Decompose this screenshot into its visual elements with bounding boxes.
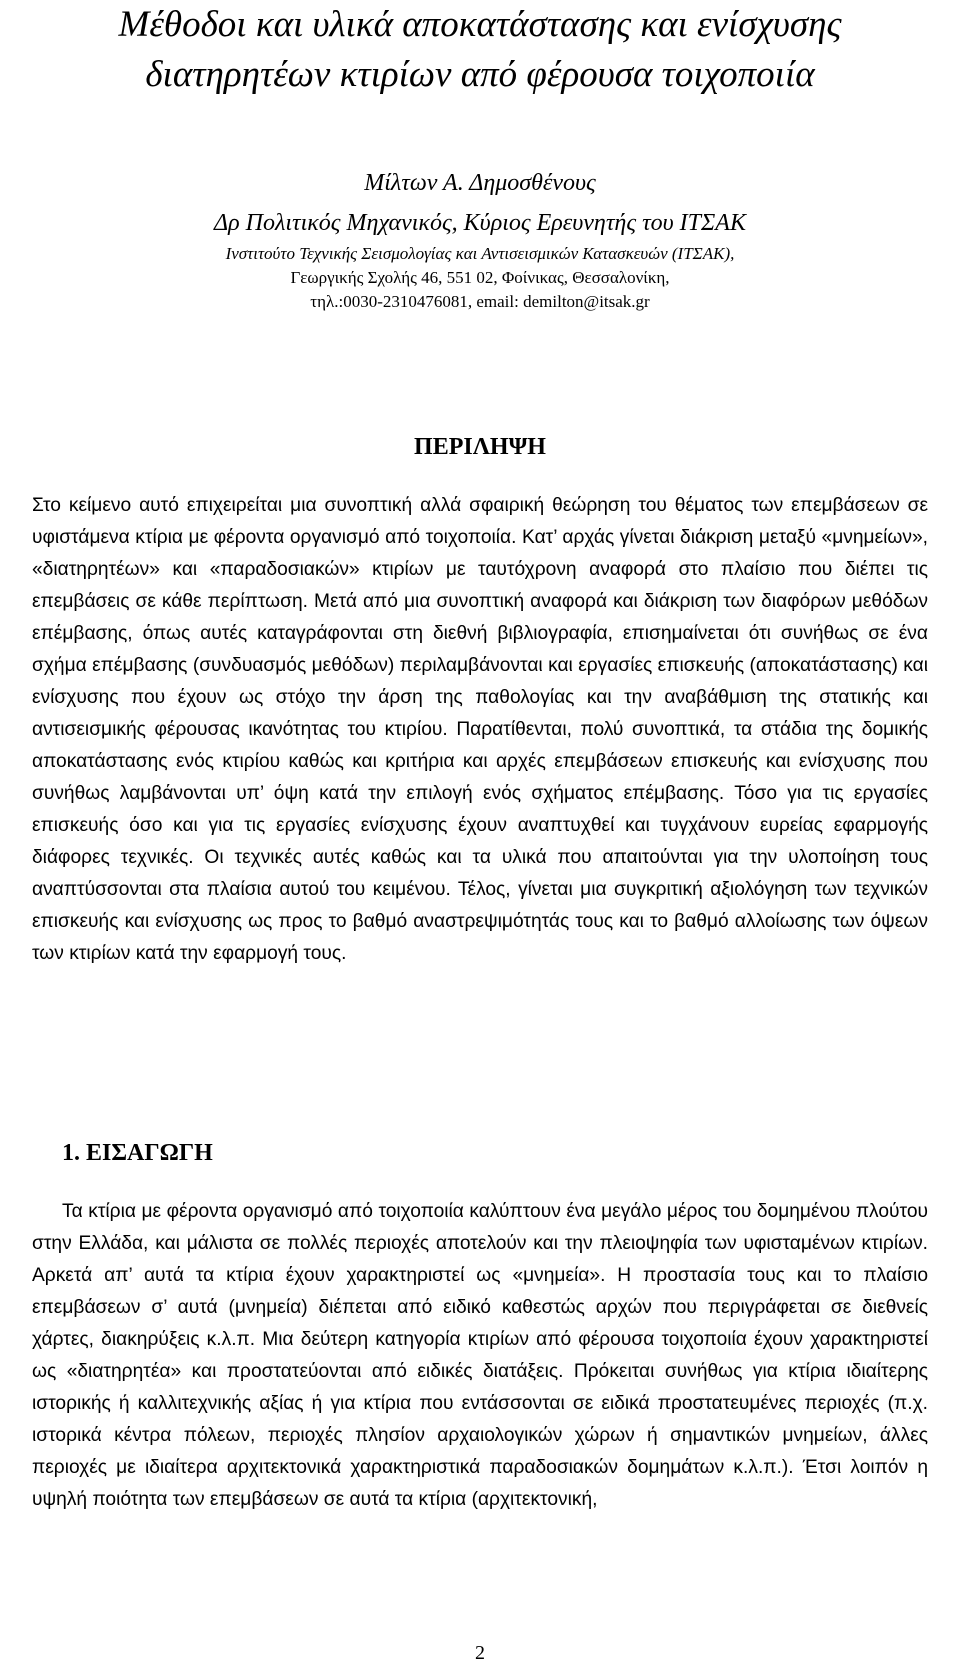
introduction-heading: 1. ΕΙΣΑΓΩΓΗ bbox=[62, 1140, 213, 1166]
author-institute: Ινστιτούτο Τεχνικής Σεισμολογίας και Αντισεισμικών Κατασκευών (ΙΤΣΑΚ), bbox=[225, 244, 735, 263]
paper-title bbox=[32, 0, 928, 100]
author-contact: τηλ.:0030-2310476081, email: demilton@itsak.gr bbox=[310, 292, 650, 311]
page-number: 2 bbox=[475, 1642, 485, 1664]
abstract-text: Στο κείμενο αυτό επιχειρείται μια συνοπτική αλλά σφαιρική θεώρηση του θέματος των επεμβάσεων σε υφιστάμενα κτίρια με φέροντα οργανισμό από τοιχοποιία. Κατ’ αρχάς γίνεται διάκριση μεταξύ «μνημείων», «διατηρητέων» και «παραδοσιακών» κτιρίων με ταυτόχρονη αναφορά στο πλαίσιο που διέπει τις επεμβάσεις σε κάθε περίπτωση. Μετά από μια συνοπτική αναφορά και διάκριση των διαφόρων μεθόδων επέμβασης, όπως αυτές καταγράφονται στη διεθνή βιβλιογραφία, επισημαίνεται ότι συνήθως σε ένα σχήμα επέμβασης (συνδυασμός μεθόδων) περιλαμβάνονται και εργασίες επισκευής (αποκατάστασης) και ενίσχυσης που έχουν ως στόχο την άρση της παθολογίας και την αναβάθμιση της στατικής και αντισεισμικής φέρουσας ικανότητας του κτιρίου. Παρατίθενται, πολύ συνοπτικά, τα στάδια της δομικής αποκατάστασης ενός κτιρίου καθώς και κριτήρια και αρχές επεμβάσεων επισκευής και ενίσχυσης που συνήθως λαμβάνονται υπ’ όψη κατά την επιλογή ενός σχήματος επέμβασης. Τόσο για τις εργασίες επισκευής όσο και για τις εργασίες ενίσχυσης έχουν αναπτυχθεί και τυγχάνουν ευρείας εφαρμογής διάφορες τεχνικές. Οι τεχνικές αυτές καθώς και τα υλικά που απαιτούνται για την υλοποίηση τους αναπτύσσονται στα πλαίσια αυτού του κειμένου. Τέλος, γίνεται μια συγκριτική αξιολόγηση των τεχνικών επισκευής και ενίσχυσης ως προς το βαθμό αναστρεψιμότητάς τους και το βαθμό αλλοίωσης των όψεων των κτιρίων κατά την εφαρμογή τους. bbox=[32, 495, 928, 964]
abstract-heading: ΠΕΡΙΛΗΨΗ bbox=[414, 434, 546, 460]
author-address: Γεωργικής Σχολής 46, 551 02, Φοίνικας, Θεσσαλονίκη, bbox=[290, 268, 670, 287]
title-line-1: Μέθοδοι και υλικά αποκατάστασης και ενίσχυσης bbox=[118, 4, 842, 45]
title-line-2: διατηρητέων κτιρίων από φέρουσα τοιχοποιία bbox=[145, 54, 815, 95]
document-page bbox=[32, 0, 928, 1672]
author-name: Μίλτων Α. Δημοσθένους bbox=[364, 170, 596, 196]
author-block bbox=[32, 166, 928, 314]
author-role: Δρ Πολιτικός Μηχανικός, Κύριος Ερευνητής του ΙΤΣΑΚ bbox=[214, 210, 746, 236]
introduction-text: Τα κτίρια με φέροντα οργανισμό από τοιχοποιία καλύπτουν ένα μεγάλο μέρος του δομημένου πλούτου στην Ελλάδα, και μάλιστα σε πολλές περιοχές αποτελούν και την πλειοψηφία των υφισταμένων κτιρίων. Αρκετά απ’ αυτά τα κτίρια έχουν χαρακτηριστεί ως «μνημεία». Η προστασία τους και το πλαίσιο επεμβάσεων σ’ αυτά (μνημεία) διέπεται από ειδικό καθεστώς αρχών που περιγράφεται σε διεθνείς χάρτες, διακηρύξεις κ.λ.π. Μια δεύτερη κατηγορία κτιρίων από φέρουσα τοιχοποιία έχουν χαρακτηριστεί ως «διατηρητέα» και προστατεύονται από ειδικές διατάξεις. Πρόκειται συνήθως για κτίρια ιδιαίτερης ιστορικής ή καλλιτεχνικής αξίας ή για κτίρια που εντάσσονται σε ειδικά προστατευμένες περιοχές (π.χ. ιστορικά κέντρα πόλεων, περιοχές πλησίον αρχαιολογικών χώρων ή σημαντικών μνημείων, άλλες περιοχές με ιδιαίτερα αρχιτεκτονικά χαρακτηριστικά παραδοσιακών δομημάτων κ.λ.π.). Έτσι λοιπόν η υψηλή ποιότητα των επεμβάσεων σε αυτά τα κτίρια (αρχιτεκτονική, bbox=[32, 1201, 928, 1510]
